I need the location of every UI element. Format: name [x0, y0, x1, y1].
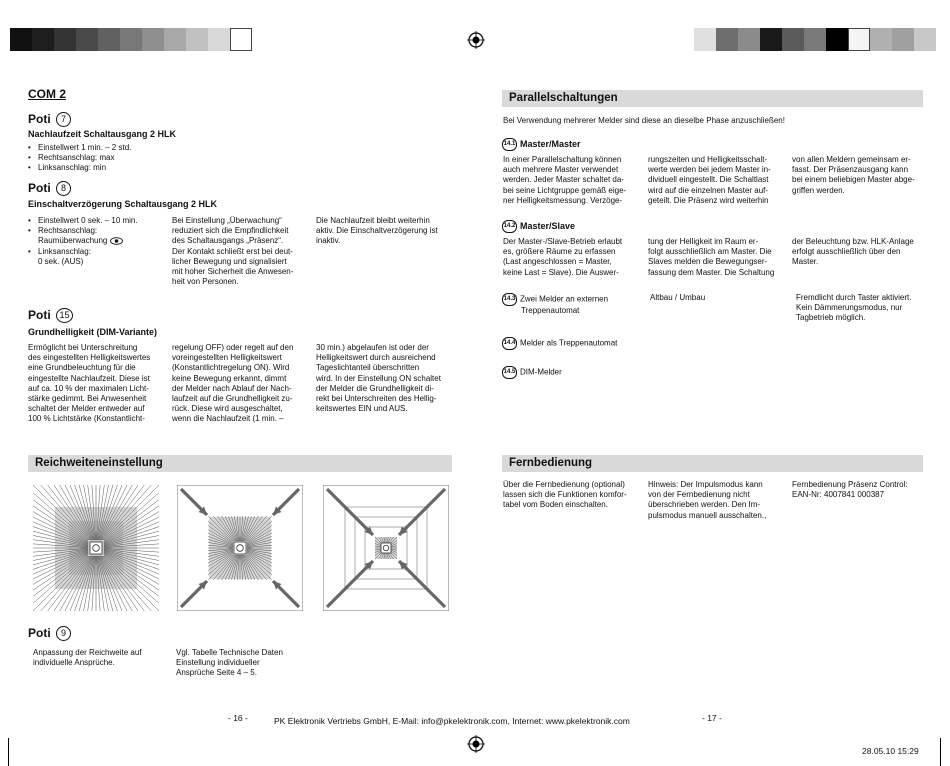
poti8-col3: Die Nachlaufzeit bleibt weiterhin aktiv. Die Einschaltverzögerung ist inaktiv.	[316, 216, 438, 246]
poti8-bullets: • Einstellwert 0 sek. – 10 min. • Rechtsanschlag: Raumüberwachung • Linksanschlag: 0 sek. (AUS)	[28, 216, 168, 267]
parallel-intro: Bei Verwendung mehrerer Melder sind diese an dieselbe Phase anzuschließen!	[503, 116, 785, 125]
fernbedienung-header: Fernbedienung	[502, 455, 923, 472]
sensor-icon	[381, 543, 391, 553]
parallel-header: Parallelschaltungen	[502, 90, 923, 107]
color-swatch	[870, 28, 892, 51]
poti9-heading: Poti 9	[28, 626, 71, 641]
color-swatch	[10, 28, 32, 51]
master-master-col2: rungszeiten und Helligkeitsschalt- werte werden bei jedem Master in- dividuell eingestellt. Die Schaltlast wird auf die einzelnen Master auf- geteilt. Die Präsenz wird weiterhin	[648, 155, 771, 205]
item-14-5: 14.5 DIM-Melder	[502, 366, 562, 379]
footer-company: PK Elektronik Vertriebs GmbH, E-Mail: info@pkelektronik.com, Internet: www.pkelektronik.com	[274, 716, 630, 726]
color-swatch	[32, 28, 54, 51]
master-master-heading: 14.1 Master/Master	[502, 138, 581, 151]
poti9-col1: Anpassung der Reichweite auf individuelle Ansprüche.	[33, 648, 142, 668]
range-diagram-medium	[177, 485, 303, 611]
com2-title: COM 2	[28, 87, 67, 101]
page-number-right: - 17 -	[702, 713, 722, 723]
poti8-col2: Bei Einstellung „Überwachung“ reduziert sich die Empfindlichkeit des Schaltausgangs „Präsenz“. Der Kontakt schließt erst bei deut- licher Bewegung und signalisiert mit hoher Sicherheit die Anwesen- heit von Personen.	[172, 216, 294, 287]
item-14-3-col1: 14.3 Zwei Melder an externen Treppenautomat	[503, 294, 609, 315]
page-number-left: - 16 -	[228, 713, 248, 723]
registration-mark-icon	[467, 735, 485, 753]
poti15-subtitle: Grundhelligkeit (DIM-Variante)	[28, 327, 158, 337]
master-master-col1: In einer Parallelschaltung können auch mehrere Master verwendet werden. Jeder Master schaltet da- bei seine Lichtgruppe gemäß eige- ner Helligkeitsmessung. Verzöge-	[503, 155, 627, 205]
poti15-col1: Ermöglicht bei Unterschreitung des eingestellten Helligkeitswertes eine Grundbeleuchtung für die eingestellte Nachlaufzeit. Diese ist auf ca. 10 % der maximalen Licht- stärke gedimmt. Bei Anwesenheit schaltet der Melder entweder auf 100 % Lichtstärke (Konstantlicht-	[28, 343, 151, 424]
color-bar-left	[10, 28, 252, 51]
color-swatch	[76, 28, 98, 51]
eye-icon	[110, 237, 123, 245]
color-swatch	[760, 28, 782, 51]
crop-mark	[940, 738, 941, 766]
color-swatch	[98, 28, 120, 51]
color-swatch	[716, 28, 738, 51]
master-slave-col3: der Beleuchtung bzw. HLK-Anlage erfolgt ausschließlich über den Master.	[792, 237, 914, 267]
fern-col3: Fernbedienung Präsenz Control: EAN-Nr: 4007841 000387	[792, 480, 908, 500]
poti8-subtitle: Einschaltverzögerung Schaltausgang 2 HLK	[28, 199, 218, 209]
poti7-bullets: • Einstellwert 1 min. – 2 std. • Rechtsanschlag: max • Linksanschlag: min	[28, 143, 188, 174]
color-swatch	[186, 28, 208, 51]
color-swatch	[120, 28, 142, 51]
color-swatch	[804, 28, 826, 51]
master-slave-col1: Der Master-/Slave-Betrieb erlaubt es, größere Räume zu erfassen (Last angeschlossen = Master, keine Last = Slave). Die Auswer-	[503, 237, 623, 277]
master-slave-col2: tung der Helligkeit im Raum er- folgt ausschließlich am Master. Die Slaves melden die Bewegungser- fassung dem Master. Die Schaltung	[648, 237, 775, 277]
poti7-heading: Poti 7	[28, 112, 71, 127]
color-swatch	[208, 28, 230, 51]
poti15-heading: Poti 15	[28, 308, 73, 323]
item-14-3-col3: Fremdlicht durch Taster aktiviert. Kein Dämmerungsmodus, nur Tagbetrieb möglich.	[796, 293, 912, 323]
reichweite-header: Reichweiteneinstellung	[28, 455, 452, 472]
color-swatch	[164, 28, 186, 51]
poti15-col2: regelung OFF) oder regelt auf den voreingestellten Helligkeitswert (Konstantlichtregelung ON). Wird keine Bewegung erkannt, dimmt der Melder nach Ablauf der Nach- laufzeit auf die Grundhelligkeit zu- rück. Diese wird ausgeschaltet, wenn die Nachlaufzeit (1 min. –	[172, 343, 294, 424]
registration-mark-icon	[467, 31, 485, 49]
color-swatch	[914, 28, 936, 51]
color-swatch	[142, 28, 164, 51]
range-diagram-min	[323, 485, 449, 611]
item-14-4: 14.4 Melder als Treppenautomat	[502, 337, 617, 350]
poti7-subtitle: Nachlaufzeit Schaltausgang 2 HLK	[28, 129, 177, 139]
sensor-icon	[90, 542, 102, 554]
sensor-icon	[234, 542, 246, 554]
footer-date: 28.05.10 15:29	[862, 746, 919, 756]
color-swatch	[738, 28, 760, 51]
master-slave-heading: 14.2 Master/Slave	[502, 220, 575, 233]
color-swatch	[230, 28, 252, 51]
color-swatch	[782, 28, 804, 51]
poti15-col3: 30 min.) abgelaufen ist oder der Helligkeitswert durch ausreichend Tageslichtanteil überschritten wird. In der Einstellung ON schaltet der Melder die Grundhelligkeit di- rekt bei Unterschreiten des Hellig- keitswertes EIN und AUS.	[316, 343, 441, 414]
color-swatch	[826, 28, 848, 51]
color-swatch	[54, 28, 76, 51]
master-master-col3: von allen Meldern gemeinsam er- fasst. Der Präsenzausgang kann bei einem beliebigen Master abge- griffen werden.	[792, 155, 915, 195]
fern-col2: Hinweis: Der Impulsmodus kann von der Fernbedienung nicht überschrieben werden. Den Im- pulsmodus manuell ausschalten.,	[648, 480, 767, 520]
range-diagram-max	[33, 485, 159, 611]
poti8-heading: Poti 8	[28, 181, 71, 196]
color-swatch	[848, 28, 870, 51]
crop-mark	[8, 738, 9, 766]
fern-col1: Über die Fernbedienung (optional) lassen sich die Funktionen komfor- tabel vom Boden einschalten.	[503, 480, 627, 510]
item-14-3-col2: Altbau / Umbau	[650, 293, 706, 302]
color-swatch	[892, 28, 914, 51]
color-swatch	[694, 28, 716, 51]
poti9-col2: Vgl. Tabelle Technische Daten Einstellung individueller Ansprüche Seite 4 – 5.	[176, 648, 283, 678]
color-bar-right	[694, 28, 936, 51]
